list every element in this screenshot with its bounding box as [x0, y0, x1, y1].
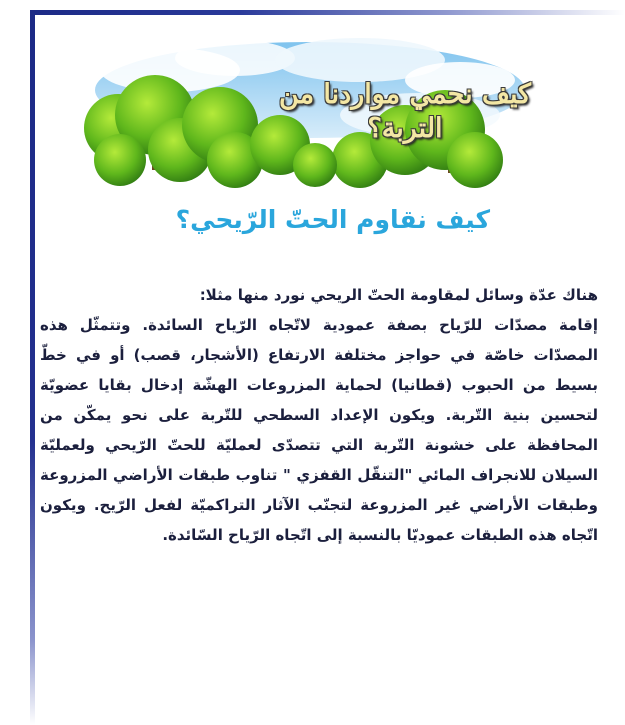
article-heading: كيف نقاوم الحتّ الرّيحي؟	[175, 205, 490, 234]
banner-title: كيف نحمي مواردنا من التربة؟	[279, 79, 531, 144]
title-banner	[60, 20, 530, 195]
frame-left-border	[30, 10, 35, 725]
article-body	[40, 280, 598, 550]
article-paragraph: إقامة مصدّات للرّياح بصفة عمودية لاتّجاه الرّياح السائدة. وتتمثّل هذه المصدّات خاصّة في حواجز مختلفة الارتفاع (الأشجار، قصب) أو في خطّ بسيط من الحبوب (قطانيا) لحماية المزروعات الهشّة إدخال بقايا عضويّة لتحسين بنية التّربة. ويكون الإعداد السطحي للتّربة على نحو يمكّن من المحافظة على خشونة التّربة التي تتصدّى لعمليّة للحتّ الرّيحي ولعمليّة السيلان للانجراف المائي "التنقّل القفزي " تناوب طبقات الأراضي المزروعة وطبقات الأراضي غير المزروعة لتجنّب الآثار التراكميّة لفعل الرّيح. ويكون اتّجاه هذه الطبقات عموديّا بالنسبة إلى اتّجاه الرّياح السّائدة.	[40, 316, 598, 544]
article-intro: هناك عدّة وسائل لمقاومة الحتّ الريحي نورد منها مثلا:	[199, 286, 598, 304]
frame-top-border	[30, 10, 625, 15]
